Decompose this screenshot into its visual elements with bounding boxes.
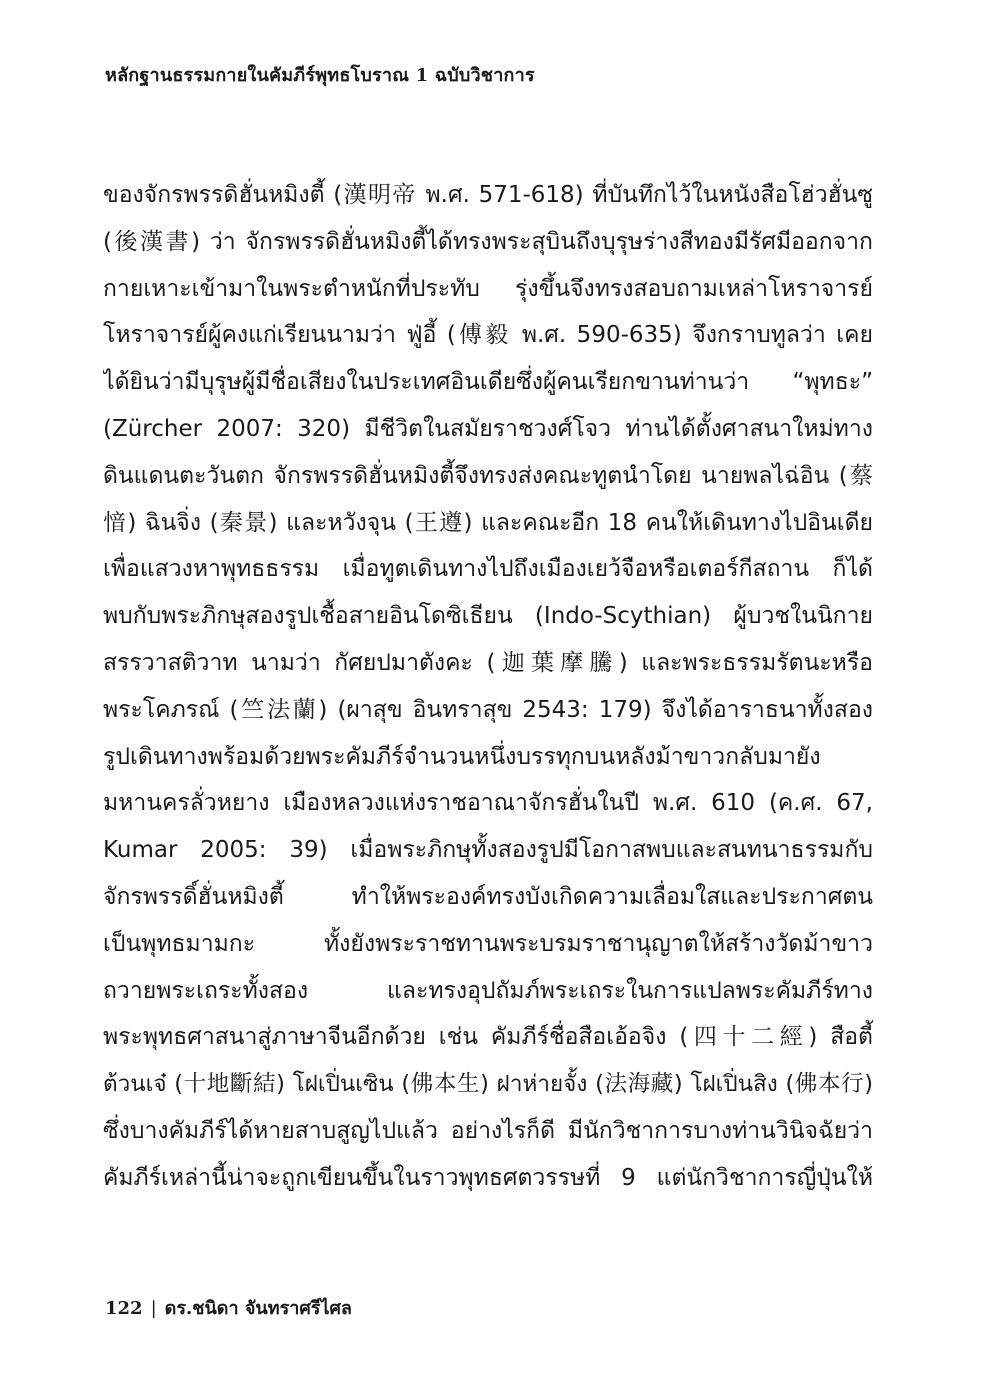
text-line: ของจักรพรรดิฮั่นหมิงตี้ (漢明帝 พ.ศ. 571-618) ที่บันทึกไว้ในหนังสือโฮ่วฮั่นซู bbox=[103, 182, 873, 208]
text-line: เพื่อแสวงหาพุทธธรรม เมื่อทูตเดินทางไปถึงเมืองเยว้จือหรือเตอร์กีสถาน ก็ได้ bbox=[103, 556, 873, 583]
text-line: เป็นพุทธมามกะ ทั้งยังพระราชทานพระบรมราชานุญาตให้สร้างวัดม้าขาว bbox=[103, 930, 873, 957]
text-line: (Zürcher 2007: 320) มีชีวิตในสมัยราชวงศ์โจว ท่านได้ตั้งศาสนาใหม่ทาง bbox=[103, 415, 873, 442]
running-header: หลักฐานธรรมกายในคัมภีร์พุทธโบราณ 1 ฉบับวิชาการ bbox=[105, 65, 535, 86]
text-line: ได้ยินว่ามีบุรุษผู้มีชื่อเสียงในประเทศอินเดียซึ่งผู้คนเรียกขานท่านว่า “พุทธะ” bbox=[103, 369, 873, 396]
text-line: 愔) ฉินจิ่ง (秦景) และหวังจุน (王遵) และคณะอีก 18 คนให้เดินทางไปอินเดีย bbox=[103, 509, 873, 536]
text-line: Kumar 2005: 39) เมื่อพระภิกษุทั้งสองรูปมีโอกาสพบและสนทนาธรรมกับ bbox=[103, 837, 873, 864]
footer-separator: | bbox=[150, 1298, 157, 1319]
text-line: ซึ่งบางคัมภีร์ได้หายสาบสูญไปแล้ว อย่างไรก็ดี มีนักวิชาการบางท่านวินิจฉัยว่า bbox=[103, 1117, 873, 1144]
text-line: คัมภีร์เหล่านี้น่าจะถูกเขียนขึ้นในราวพุทธศตวรรษที่ 9 แต่นักวิชาการญี่ปุ่นให้ bbox=[103, 1164, 873, 1191]
text-line: ถวายพระเถระทั้งสอง และทรงอุปถัมภ์พระเถระในการแปลพระคัมภีร์ทาง bbox=[103, 977, 873, 1004]
author-name: ดร.ชนิดา จันทราศรีไศล bbox=[164, 1298, 352, 1319]
text-line: โหราจารย์ผู้คงแก่เรียนนามว่า ฟู่อี้ (傅毅 พ.ศ. 590-635) จึงกราบทูลว่า เคย bbox=[103, 322, 873, 349]
text-line: จักรพรรดิ์ฮั่นหมิงตี้ ทำให้พระองค์ทรงบังเกิดความเลื่อมใสและประกาศตน bbox=[103, 883, 873, 910]
text-line: (後漢書) ว่า จักรพรรดิฮั่นหมิงตี้ได้ทรงพระสุบินถึงบุรุษร่างสีทองมีรัศมีออกจาก bbox=[103, 228, 873, 255]
text-line: ต้วนเจ๋ (十地斷結) โฝเปิ่นเซิน (佛本生) ฝาห่ายจั้ง (法海藏) โฝเปิ่นสิง (佛本行) bbox=[103, 1071, 873, 1098]
text-line: มหานครลั่วหยาง เมืองหลวงแห่งราชอาณาจักรฮั่นในปี พ.ศ. 610 (ค.ศ. 67, bbox=[103, 790, 873, 817]
page-footer bbox=[105, 1293, 352, 1322]
text-line: ดินแดนตะวันตก จักรพรรดิฮั่นหมิงตี้จึงทรงส่งคณะทูตนำโดย นายพลไฉ่อิน (蔡 bbox=[103, 462, 873, 489]
text-line: พบกับพระภิกษุสองรูปเชื้อสายอินโดซิเธียน (Indo-Scythian) ผู้บวชในนิกาย bbox=[103, 603, 873, 630]
text-line: สรรวาสติวาท นามว่า กัศยปมาตังคะ (迦葉摩騰) และพระธรรมรัตนะหรือ bbox=[103, 649, 873, 676]
text-line: พระพุทธศาสนาสู่ภาษาจีนอีกด้วย เช่น คัมภีร์ชื่อสือเอ้อจิง (四十二經) สือตี้ bbox=[103, 1024, 873, 1051]
text-line: กายเหาะเข้ามาในพระตำหนักที่ประทับ รุ่งขึ้นจึงทรงสอบถามเหล่าโหราจารย์ bbox=[103, 275, 873, 302]
text-line: พระโคภรณ์ (竺法蘭) (ผาสุข อินทราสุข 2543: 179) จึงได้อาราธนาทั้งสอง bbox=[103, 696, 873, 723]
text-line: รูปเดินทางพร้อมด้วยพระคัมภีร์จำนวนหนึ่งบรรทุกบนหลังม้าขาวกลับมายัง bbox=[103, 743, 821, 770]
page-number: 122 bbox=[105, 1298, 143, 1319]
body-paragraph bbox=[103, 172, 873, 1202]
